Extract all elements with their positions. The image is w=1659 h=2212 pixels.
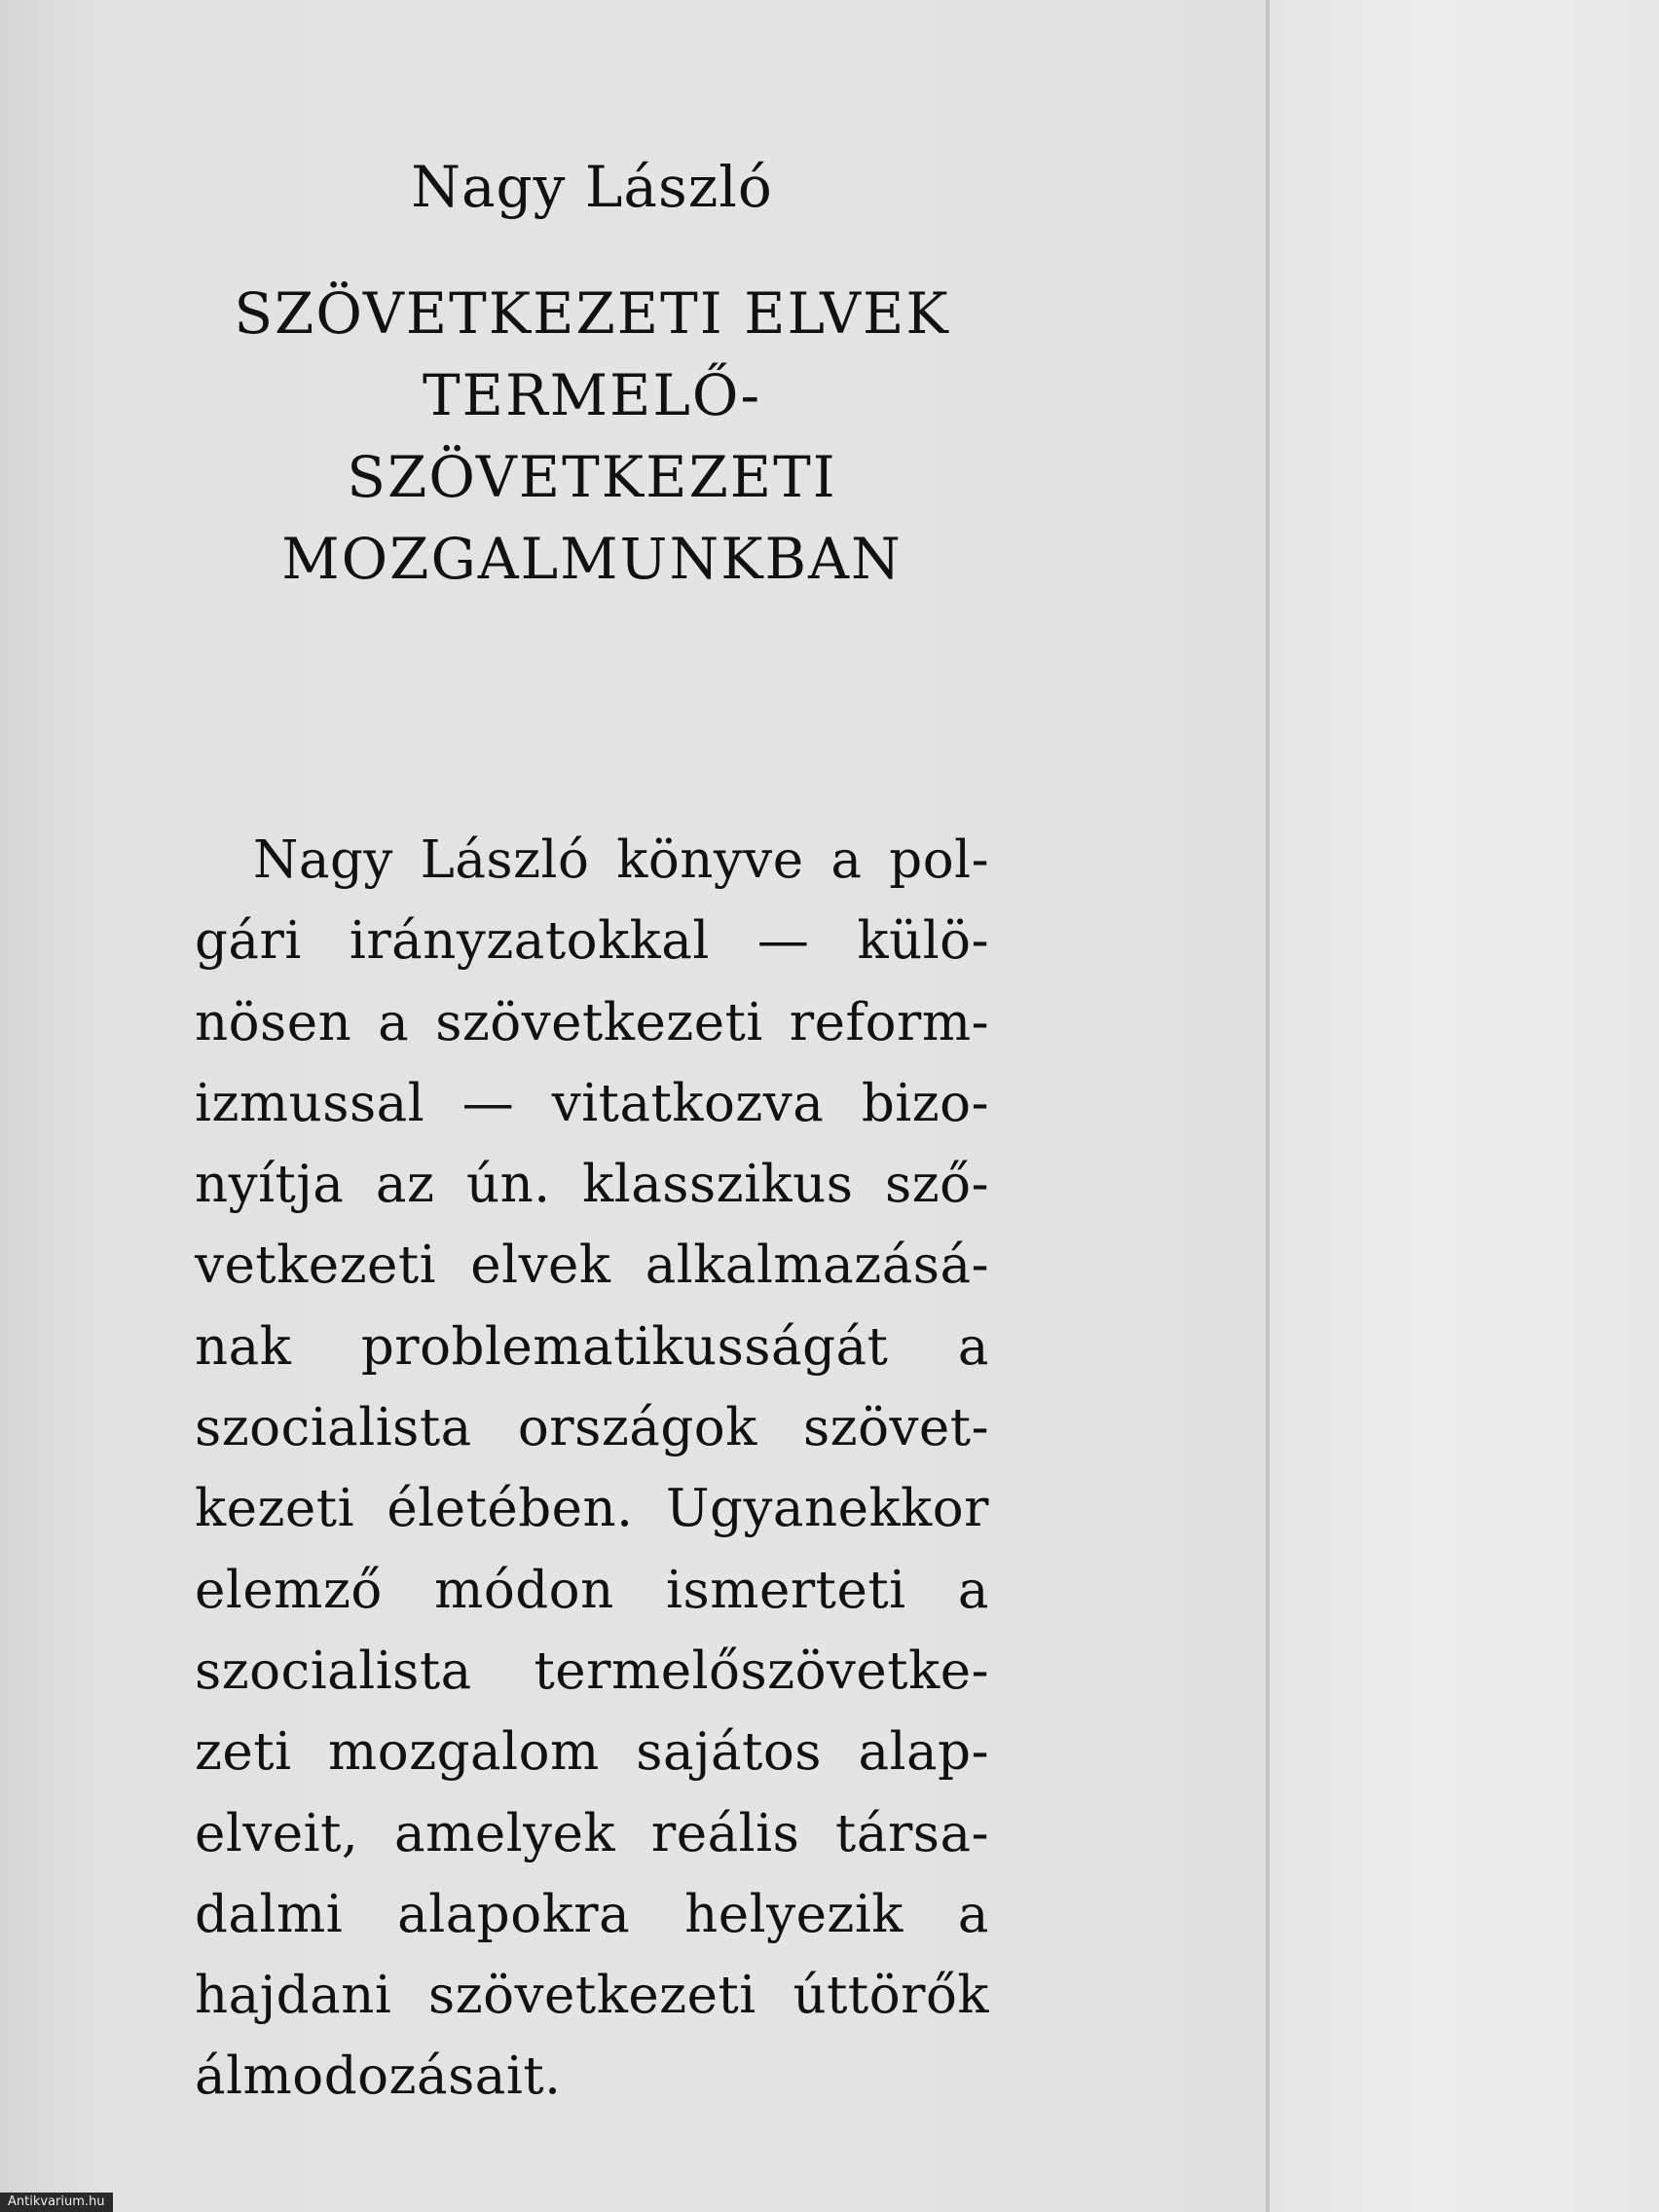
description-line: nyítja az ún. klasszikus sző-: [195, 1155, 989, 1215]
description-line: kezeti életében. Ugyanekkor: [195, 1479, 989, 1539]
description-line: szocialista termelőszövetke-: [195, 1641, 989, 1701]
description-line: elemző módon ismerteti a: [195, 1560, 989, 1620]
description-line: dalmi alapokra helyezik a: [195, 1884, 989, 1944]
title-line: SZÖVETKEZETI: [347, 444, 837, 510]
description-line: elveit, amelyek reális társa-: [195, 1803, 989, 1863]
description-line: Nagy László könyve a pol-: [253, 830, 989, 890]
description-line: nösen a szövetkezeti reform-: [195, 992, 989, 1052]
description-line: izmussal — vitatkozva bizo-: [195, 1073, 989, 1133]
description-line: nak problematikusságát a: [195, 1316, 989, 1377]
title-line: TERMELŐ-: [422, 362, 762, 428]
title-line: MOZGALMUNKBAN: [281, 526, 903, 592]
watermark: Antikvarium.hu: [0, 2193, 113, 2212]
description-line: zeti mozgalom sajátos alap-: [195, 1722, 989, 1783]
description-line: szocialista országok szövet-: [195, 1398, 989, 1458]
description-line: hajdani szövetkezeti úttörők: [195, 1966, 989, 2026]
author-name: Nagy László: [411, 154, 773, 220]
description-line: gári irányzatokkal — külö-: [195, 911, 989, 972]
title-line: SZÖVETKEZETI ELVEK: [234, 280, 950, 347]
description-line: vetkezeti elvek alkalmazásá-: [195, 1235, 989, 1296]
book-title: [185, 273, 999, 600]
blank-page: [1270, 0, 1659, 2212]
book-description: [195, 820, 989, 2118]
description-line: álmodozásait.: [195, 2046, 562, 2107]
